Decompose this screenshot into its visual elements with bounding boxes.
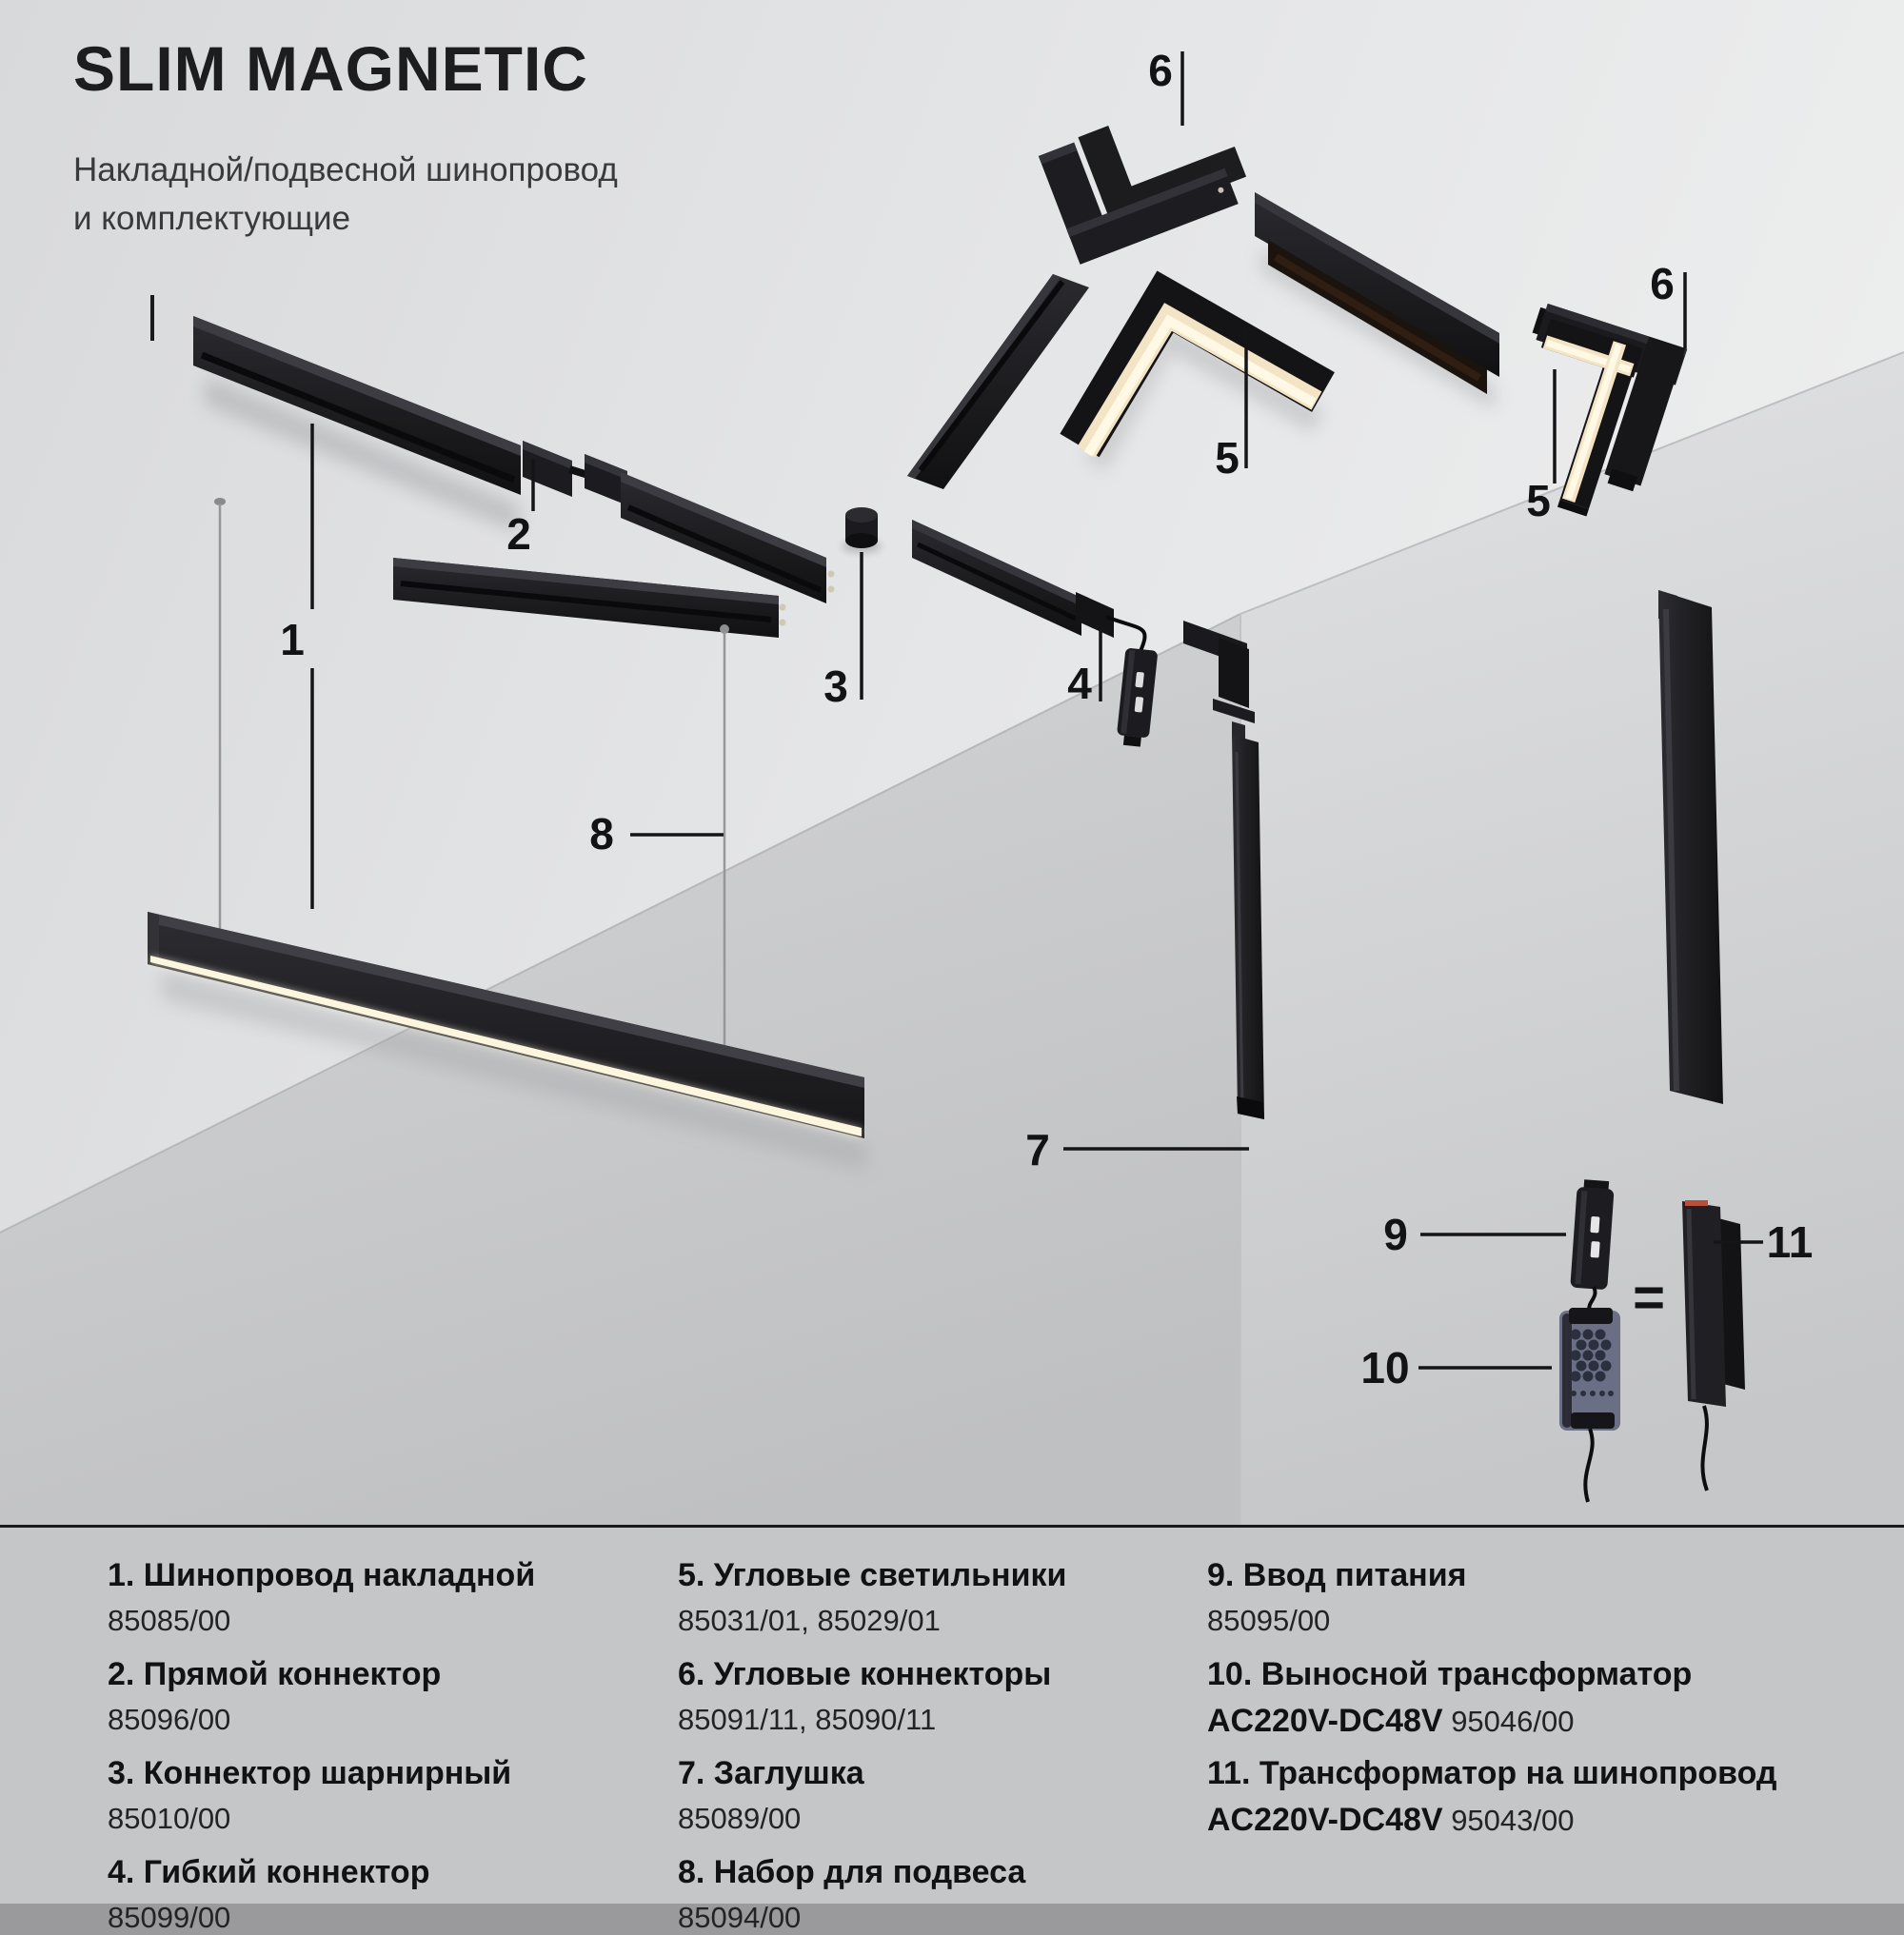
hub-bottom (845, 533, 878, 548)
equals-sign: = (1633, 1267, 1665, 1329)
callout-9: 9 (1383, 1210, 1408, 1259)
legend-item-code: 85085/00 (108, 1603, 231, 1637)
legend-item-name: 9. Ввод питания (1207, 1557, 1467, 1593)
legend-item-name: 1. Шинопровод накладной (108, 1557, 536, 1593)
flex-slot (1135, 672, 1144, 688)
callout-2: 2 (506, 509, 531, 559)
legend-item-name: 6. Угловые коннекторы (678, 1656, 1052, 1692)
legend-item-code: 85094/00 (678, 1900, 802, 1934)
legend-item-4 (108, 1853, 429, 1935)
legend-item-name: 11. Трансформатор на шинопровод (1207, 1755, 1777, 1791)
legend-item-9 (1207, 1556, 1466, 1638)
subtitle-line-2: и комплектующие (73, 199, 351, 237)
legend-item-code: 85031/01, 85029/01 (678, 1603, 941, 1637)
legend-item-1 (108, 1556, 535, 1638)
callout-6b: 6 (1650, 259, 1675, 308)
header (73, 32, 618, 244)
legend-item-name: 4. Гибкий коннектор (108, 1854, 430, 1890)
legend-item-spec-code (1207, 1703, 1692, 1740)
highlight (1562, 1313, 1572, 1428)
adapter-vertical (1219, 638, 1249, 708)
callout-8: 8 (589, 809, 614, 859)
clamp-bottom (1571, 1412, 1615, 1429)
legend (0, 1525, 1904, 1934)
page-title: SLIM MAGNETIC (73, 33, 588, 104)
callout-10: 10 (1360, 1343, 1410, 1392)
legend-item-2 (108, 1655, 441, 1737)
callout-7: 7 (1025, 1125, 1050, 1175)
feed-slot (1591, 1241, 1600, 1258)
callout-6a: 6 (1148, 46, 1173, 95)
callout-11: 11 (1766, 1217, 1814, 1267)
legend-item-5 (678, 1556, 1066, 1638)
legend-item-code: 95043/00 (1451, 1803, 1575, 1837)
hub-top (845, 507, 878, 523)
legend-item-code: 85095/00 (1207, 1603, 1331, 1637)
legend-item-code: 85099/00 (108, 1900, 231, 1934)
legend-item-11 (1207, 1754, 1777, 1839)
flex-tip (1123, 736, 1141, 747)
legend-item-8 (678, 1853, 1025, 1935)
legend-item-3 (108, 1754, 511, 1836)
legend-item-name: 2. Прямой коннектор (108, 1656, 442, 1692)
callout-5a: 5 (1215, 433, 1240, 483)
legend-item-spec: AC220V-DC48V (1207, 1801, 1443, 1838)
feed-slot (1590, 1216, 1599, 1234)
legend-item-spec: AC220V-DC48V (1207, 1702, 1443, 1739)
contact-pin (828, 586, 835, 593)
contact-pin (828, 571, 835, 578)
legend-item-name: 8. Набор для подвеса (678, 1854, 1026, 1890)
legend-item-code: 85091/11, 85090/11 (678, 1702, 937, 1736)
legend-item-name: 5. Угловые светильники (678, 1557, 1067, 1593)
legend-item-7 (678, 1754, 864, 1836)
legend-item-code: 85096/00 (108, 1702, 231, 1736)
callout-5b: 5 (1526, 476, 1551, 525)
page-subtitle (73, 147, 618, 244)
callout-1: 1 (280, 615, 305, 664)
legend-item-spec-code (1207, 1802, 1777, 1839)
legend-item-name: 7. Заглушка (678, 1755, 864, 1791)
callout-4: 4 (1067, 659, 1092, 708)
contact-pin (780, 604, 786, 611)
clamp-top (1569, 1308, 1613, 1324)
legend-item-code: 85089/00 (678, 1801, 802, 1835)
legend-item-6 (678, 1655, 1051, 1737)
callout-3: 3 (823, 661, 848, 711)
legend-item-code: 95046/00 (1451, 1704, 1575, 1738)
flex-slot (1135, 697, 1144, 713)
legend-item-name: 3. Коннектор шарнирный (108, 1755, 512, 1791)
contact-pin (780, 620, 786, 626)
subtitle-line-1: Накладной/подвесной шинопровод (73, 151, 618, 188)
indicator-stripe (1685, 1200, 1708, 1206)
legend-item-name: 10. Выносной трансформатор (1207, 1656, 1693, 1692)
legend-item-10 (1207, 1655, 1692, 1740)
hinge-connector (842, 507, 882, 553)
legend-item-code: 85010/00 (108, 1801, 231, 1835)
